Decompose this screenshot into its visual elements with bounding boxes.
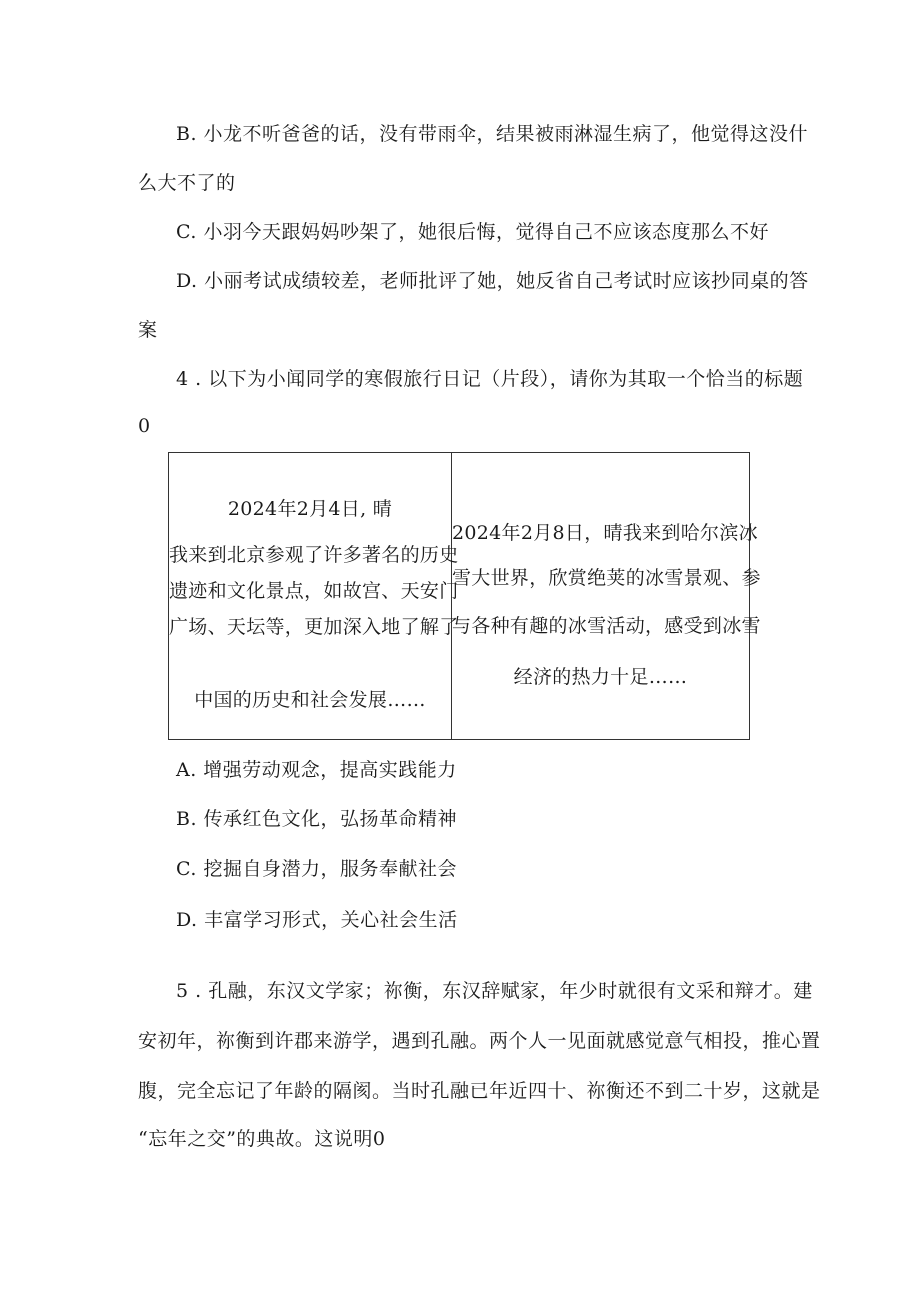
q3-option-b-line2: 么大不了的: [138, 172, 236, 194]
diary-table: [168, 452, 761, 740]
q4-option-b: B. 传承红色文化，弘扬革命精神: [176, 808, 458, 830]
q3-option-c: C. 小羽今天跟妈妈吵架了，她很后悔，觉得自己不应该态度那么不好: [176, 221, 769, 243]
q4-option-d: D. 丰富学习形式，关心社会生活: [176, 909, 458, 931]
diary-left-line: 广场、天坛等，更加深入地了解了: [169, 616, 459, 638]
diary-right-line: 雪大世界，欣赏绝荚的冰雪景观、参: [452, 567, 761, 589]
diary-cell-right: [452, 453, 761, 739]
q3-option-d-line2: 案: [138, 319, 158, 341]
q3-option-d-line1: D. 小丽考试成绩较差，老师批评了她，她反省自己考试时应该抄同桌的答: [176, 270, 809, 292]
q4-stem-line1: 4 . 以下为小闻同学的寒假旅行日记（片段），请你为其取一个恰当的标题: [176, 368, 804, 390]
diary-left-date: 2024年2月4日, 晴: [227, 498, 393, 520]
q3-option-b-line1: B. 小龙不听爸爸的话，没有带雨伞，结果被雨淋湿生病了，他觉得这没什: [176, 123, 809, 145]
q4-option-a: A. 增强劳动观念，提高实践能力: [176, 759, 457, 781]
diary-left-line: 遗迹和文化景点，如故宫、天安门: [169, 580, 459, 602]
q4-option-c: C. 挖掘自身潜力，服务奉献社会: [176, 858, 457, 880]
q5-line2: 安初年，祢衡到许郡来游学，遇到孔融。两个人一见面就感觉意气相投，推心置: [138, 1030, 821, 1052]
diary-right-line: 经济的热力十足……: [513, 666, 688, 688]
diary-right-line: 与各种有趣的冰雪活动，感受到冰雪: [452, 615, 761, 637]
q5-line3: 腹，完全忘记了年龄的隔阂。当时孔融已年近四十、祢衡还不到二十岁，这就是: [138, 1080, 821, 1102]
q5-line1: 5 . 孔融，东汉文学家；祢衡，东汉辞赋家，年少时就很有文采和辩才。建: [176, 980, 813, 1002]
diary-left-line: 中国的历史和社会发展……: [194, 689, 426, 711]
diary-right-line: 2024年2月8日，晴我来到哈尔滨冰: [452, 522, 758, 544]
q4-stem-line2: 0: [138, 415, 151, 437]
diary-cell-left: [169, 453, 459, 739]
diary-left-line: 我来到北京参观了许多著名的历史: [169, 544, 459, 566]
q5-line4: “忘年之交”的典故。这说明0: [138, 1128, 386, 1150]
